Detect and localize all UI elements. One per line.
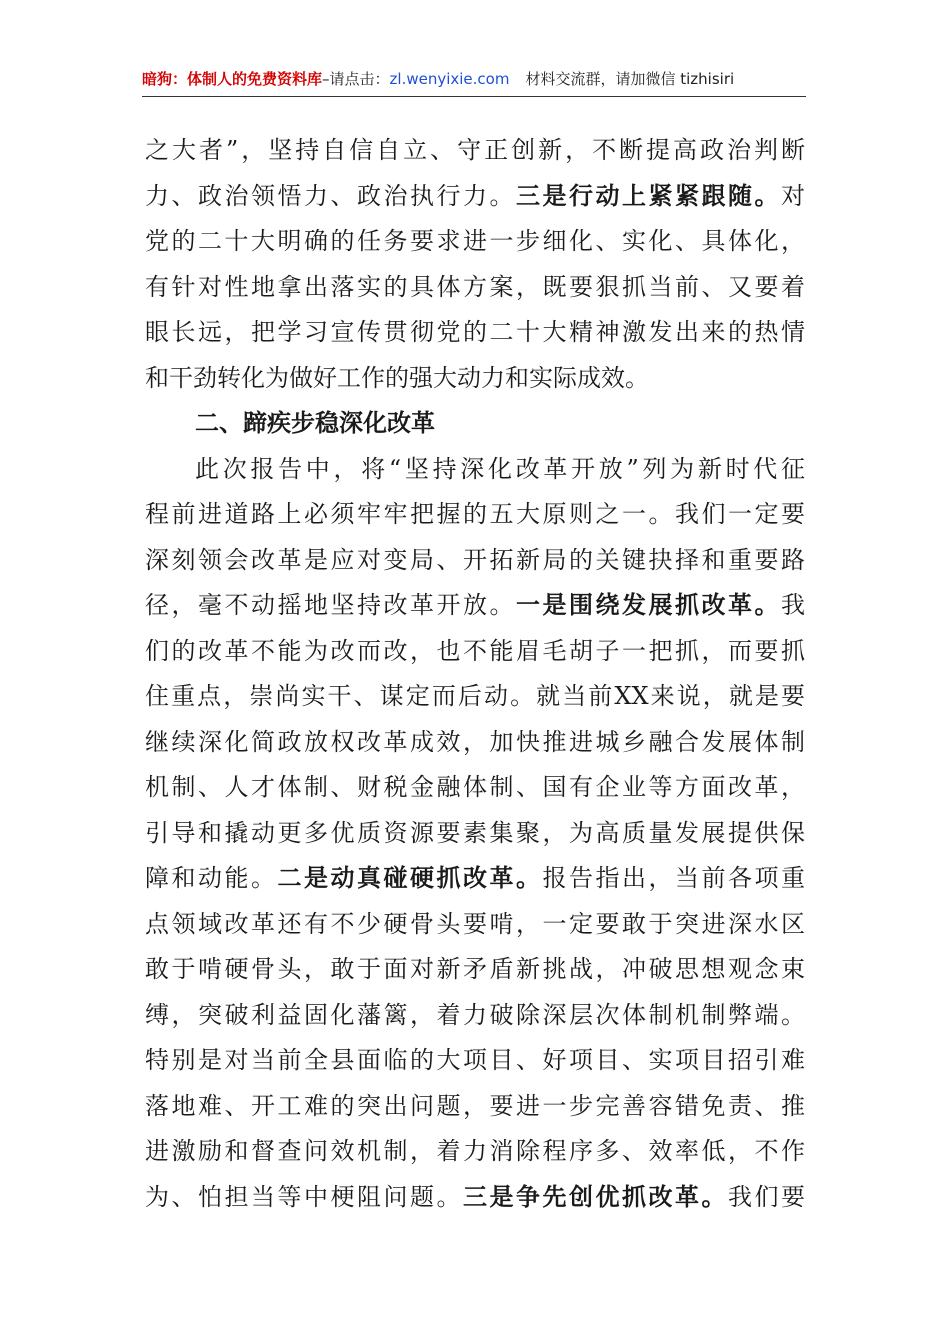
text-line: 党的二十大明确的任务要求进一步细化、实化、具体化，: [145, 227, 805, 255]
text-line: 引导和撬动更多优质资源要素集聚，为高质量发展提供保: [145, 818, 805, 847]
text-line: 缚，突破利益固化藩篱，着力破除深层次体制机制弊端。: [145, 1000, 805, 1029]
text-line: 继续深化简政放权改革成效，加快推进城乡融合发展体制: [145, 727, 805, 756]
text-run: 力、政治领悟力、政治执行力。: [145, 181, 516, 210]
bold-point-three: 三是行动上紧紧跟随。: [516, 181, 781, 210]
text-line: 之大者”，坚持自信自立、守正创新，不断提高政治判断: [145, 136, 805, 164]
text-line: 敢于啃硬骨头，敢于面对新矛盾新挑战，冲破思想观念束: [145, 955, 805, 983]
header-url-link[interactable]: zl.wenyixie.com: [389, 70, 510, 88]
bold-point-one: 一是围绕发展抓改革。: [516, 591, 781, 619]
text-line: 点领域改革还有不少硬骨头要啃，一定要敢于突进深水区: [145, 909, 805, 938]
page-header: [142, 62, 806, 97]
text-line: 和干劲转化为做好工作的强大动力和实际成效。: [145, 363, 649, 392]
text-run: 障和动能。: [145, 864, 278, 892]
text-run: 报告指出，当前各项重: [542, 864, 805, 892]
text-line: [145, 856, 805, 902]
text-line: 特别是对当前全县面临的大项目、好项目、实项目招引难: [145, 1046, 805, 1074]
text-run: 为、怕担当等中梗阻问题。: [145, 1182, 463, 1211]
text-line: [145, 174, 805, 220]
text-line: 进激励和督查问效机制，着力消除程序多、效率低，不作: [145, 1137, 805, 1165]
text-line: 程前进道路上必须牢牢把握的五大原则之一。我们一定要: [145, 500, 805, 528]
text-line: [145, 1175, 805, 1221]
text-line: 深刻领会改革是应对变局、开拓新局的关键抉择和重要路: [145, 545, 805, 574]
text-run: 我: [781, 591, 805, 619]
text-line: 此次报告中，将“坚持深化改革开放”列为新时代征: [195, 454, 805, 483]
text-line: 机制、人才体制、财税金融体制、国有企业等方面改革，: [145, 773, 805, 801]
header-contact: 材料交流群，请加微信 tizhisiri: [525, 70, 735, 88]
section-heading: 二、蹄疾步稳深化改革: [195, 409, 435, 437]
document-body: [145, 128, 805, 1220]
text-run: 对: [781, 181, 805, 210]
text-line: 眼长远，把学习宣传贯彻党的二十大精神激发出来的热情: [145, 318, 805, 346]
text-run: 我们要: [728, 1182, 805, 1211]
text-line: 落地难、开工难的突出问题，要进一步完善容错免责、推: [145, 1091, 805, 1120]
text-run: 径，毫不动摇地坚持改革开放。: [145, 591, 516, 619]
header-brand: 暗狗：体制人的免费资料库: [142, 70, 323, 88]
text-line: 有针对性地拿出落实的具体方案，既要狠抓当前、又要着: [145, 272, 805, 301]
bold-point-three-reform: 三是争先创优抓改革。: [463, 1182, 728, 1211]
text-line: 住重点，崇尚实干、谋定而后动。就当前XX来说，就是要: [145, 682, 805, 710]
text-line: [145, 583, 805, 629]
bold-point-two: 二是动真碰硬抓改革。: [277, 864, 543, 892]
header-prompt: –请点击：: [322, 70, 390, 88]
text-line: 们的改革不能为改而改，也不能眉毛胡子一把抓，而要抓: [145, 636, 805, 665]
